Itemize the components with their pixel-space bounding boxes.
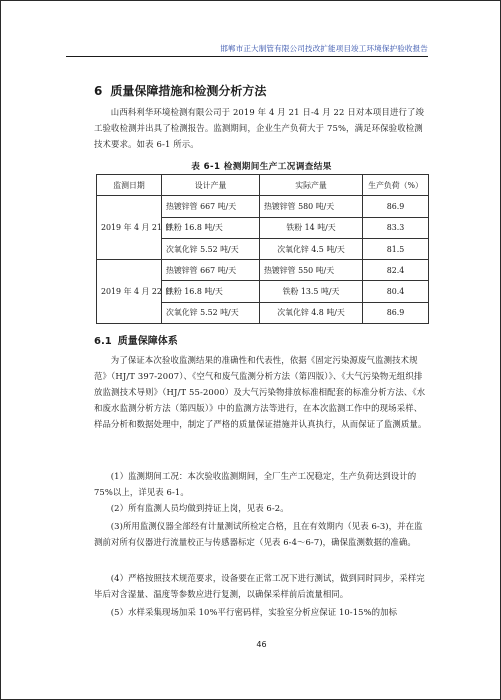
list-item: (1）监测期间工况：本次验收监测期间，全厂生产工况稳定，生产负荷达到设计的 75%以上，详见表 6-1。 — [94, 471, 417, 497]
date-cell: 2019 年 4 月 21 日 — [97, 196, 162, 260]
document-page — [10, 10, 490, 690]
section-6-1-heading — [94, 332, 178, 347]
table-row — [97, 260, 429, 281]
list-item: (2）所有监测人员均做到持证上岗，见表 6-2。 — [110, 503, 289, 513]
section-6-1-number: 6.1 — [94, 336, 112, 347]
actual-cell: 热镀锌管 550 吨/天 — [260, 260, 363, 281]
list-item: (3)所用监测仪器全部经有计量测试所检定合格，且在有效期内（见表 6-3)，并在监测前对所有仪器进行流量校正与传感器标定（见表 6-4～6-7)，确保监测数据的准确。 — [94, 521, 423, 547]
header-rule — [66, 56, 428, 57]
page-number: 46 — [256, 640, 267, 649]
design-cell: 热镀锌管 667 吨/天 — [162, 260, 260, 281]
design-cell: 热镀锌管 667 吨/天 — [162, 196, 260, 217]
load-cell: 83.3 — [363, 217, 429, 238]
section-6-intro: 山西科利华环境检测有限公司于 2019 年 4 月 21 日-4 月 22 日对本项目进行了竣工验收检测并出具了检测报告。监测期间，企业生产负荷大于 75%，满足环保验收检测技术要求。如表 6-1 所示。 — [94, 107, 425, 149]
date-cell: 2019 年 4 月 22 日 — [97, 260, 162, 324]
actual-cell: 铁粉 13.5 吨/天 — [260, 281, 363, 302]
section-6-number: 6 — [94, 84, 103, 98]
design-cell: 次氧化锌 5.52 吨/天 — [162, 302, 260, 323]
actual-cell: 次氧化锌 4.5 吨/天 — [260, 238, 363, 259]
load-cell: 80.4 — [363, 281, 429, 302]
section-6-title: 质量保障措施和检测分析方法 — [110, 84, 267, 98]
list-item: (5）水样采集现场加采 10%平行密码样，实验室分析应保证 10-15%的加标 — [110, 607, 398, 617]
header-design: 设计产量 — [162, 175, 260, 196]
load-cell: 86.9 — [363, 302, 429, 323]
design-cell: 铁粉 16.8 吨/天 — [162, 281, 260, 302]
header-actual: 实际产量 — [260, 175, 363, 196]
actual-cell: 热镀锌管 580 吨/天 — [260, 196, 363, 217]
header-load: 生产负荷（%） — [363, 175, 429, 196]
table-caption: 表 6-1 检测期间生产工况调查结果 — [191, 162, 332, 172]
design-cell: 次氧化锌 5.52 吨/天 — [162, 238, 260, 259]
section-6-heading — [94, 82, 266, 99]
load-cell: 82.4 — [363, 260, 429, 281]
section-6-1-intro: 为了保证本次验收监测结果的准确性和代表性，依据《固定污染源废气监测技术规范》（HJ/T 397-2007）、《空气和废气监测分析方法（第四版）》、《大气污染物无组织排放监测技术导则》（HJ/T 55-2000）及大气污染物排放标准相配套的标准分析方法、《水和废水监测分析方法（第四版）》中的监测方法等进行，在本次监测工作中的现场采样、样品分析和数据处理中，制定了严格的质量保证措施并认真执行，从而保证了监测质量。 — [94, 355, 427, 429]
actual-cell: 次氧化锌 4.8 吨/天 — [260, 302, 363, 323]
load-cell: 81.5 — [363, 238, 429, 259]
header-date: 监测日期 — [97, 175, 162, 196]
design-cell: 铁粉 16.8 吨/天 — [162, 217, 260, 238]
production-table — [96, 174, 428, 324]
section-6-1-title: 质量保障体系 — [117, 336, 178, 347]
list-item: (4）严格按照技术规范要求，设备要在正常工况下进行测试，做到同时同步，采样完毕后对含湿量、温度等参数应进行复测，以确保采样前后流量相同。 — [94, 573, 425, 599]
table-row — [97, 196, 429, 217]
actual-cell: 铁粉 14 吨/天 — [260, 217, 363, 238]
table-header-row — [97, 175, 429, 196]
running-header: 邯郸市正大制管有限公司技改扩能项目竣工环境保护验收报告 — [220, 44, 428, 53]
load-cell: 86.9 — [363, 196, 429, 217]
